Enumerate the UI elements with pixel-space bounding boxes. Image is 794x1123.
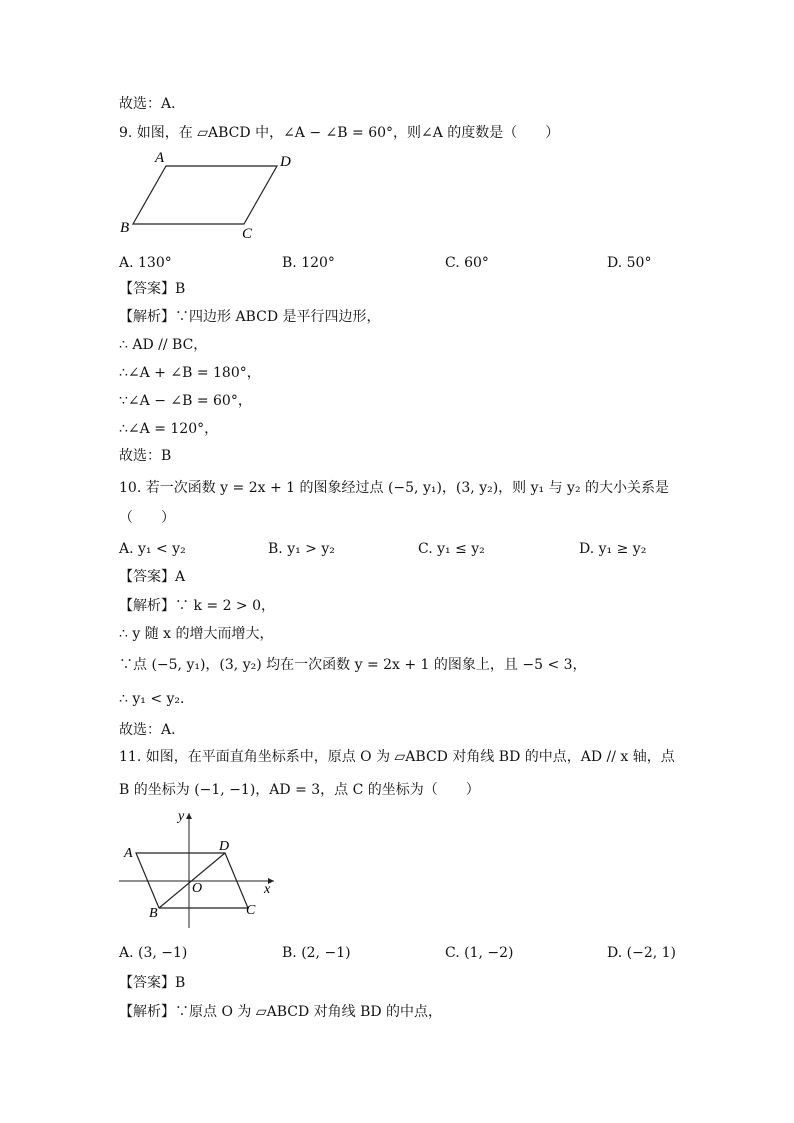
solution-line: 【解析】∵ k = 2 > 0， [119, 598, 276, 614]
q11-option-d: D. (−2, 1) [607, 945, 676, 961]
solution-line: ∴ AD // BC， [119, 337, 208, 353]
q9-option-d: D. 50° [607, 255, 652, 271]
q11-option-b: B. (2, −1) [282, 945, 351, 961]
answer-line-q9: 故选：B [119, 448, 172, 464]
q11-option-a: A. (3, −1) [119, 945, 188, 961]
vertex-label-c: C [246, 903, 256, 918]
q9-option-c: C. 60° [445, 255, 489, 271]
solution-line: 【解析】∵原点 O 为 ▱ABCD 对角线 BD 的中点， [119, 1004, 443, 1020]
origin-label: O [192, 881, 203, 896]
question-11-stem-cont: B 的坐标为 (−1, −1)，AD = 3，点 C 的坐标为（ ） [119, 782, 480, 798]
vertex-label-b: B [149, 906, 158, 921]
solution-line: 【解析】∵四边形 ABCD 是平行四边形， [119, 309, 381, 325]
answer-label-q11: 【答案】B [119, 975, 186, 991]
vertex-label-a: A [124, 846, 133, 861]
question-9-stem: 9. 如图，在 ▱ABCD 中，∠A − ∠B = 60°，则∠A 的度数是（ ） [119, 125, 560, 141]
parallelogram-figure-q9 [110, 146, 310, 244]
question-11-stem: 11. 如图，在平面直角坐标系中，原点 O 为 ▱ABCD 对角线 BD 的中点，AD // x 轴，点 [119, 749, 675, 765]
vertex-label-c: C [242, 226, 253, 242]
answer-label-q9: 【答案】B [119, 281, 186, 297]
answer-line-q10: 故选：A． [119, 722, 186, 738]
y-axis-label: y [178, 809, 185, 824]
q10-option-b: B. y₁ > y₂ [268, 541, 335, 557]
answer-line-q8: 故选：A． [119, 96, 186, 112]
q9-option-b: B. 120° [282, 255, 335, 271]
q10-option-a: A. y₁ < y₂ [119, 541, 186, 557]
vertex-label-d: D [280, 154, 291, 170]
solution-line: ∴∠A = 120°， [119, 421, 219, 437]
x-axis-label: x [264, 882, 271, 897]
question-10-stem: 10. 若一次函数 y = 2x + 1 的图象经过点 (−5, y₁)，(3, y₂)，则 y₁ 与 y₂ 的大小关系是 [119, 480, 670, 496]
vertex-label-d: D [219, 839, 230, 854]
solution-line: ∴ y₁ < y₂． [119, 691, 195, 707]
solution-line: ∵点 (−5, y₁)，(3, y₂) 均在一次函数 y = 2x + 1 的图象上，且 −5 < 3， [119, 657, 587, 673]
q11-option-c: C. (1, −2) [445, 945, 514, 961]
answer-label-q10: 【答案】A [119, 569, 186, 585]
solution-line: ∴ y 随 x 的增大而增大， [119, 626, 274, 642]
question-10-bracket: （ ） [119, 510, 175, 526]
q9-option-a: A. 130° [119, 255, 172, 271]
q10-option-c: C. y₁ ≤ y₂ [418, 541, 485, 557]
q10-option-d: D. y₁ ≥ y₂ [579, 541, 647, 557]
coordinate-figure-q11 [114, 803, 284, 933]
solution-line: ∵∠A − ∠B = 60°， [119, 393, 252, 409]
solution-line: ∴∠A + ∠B = 180°， [119, 365, 261, 381]
vertex-label-b: B [120, 220, 130, 236]
vertex-label-a: A [155, 150, 165, 166]
